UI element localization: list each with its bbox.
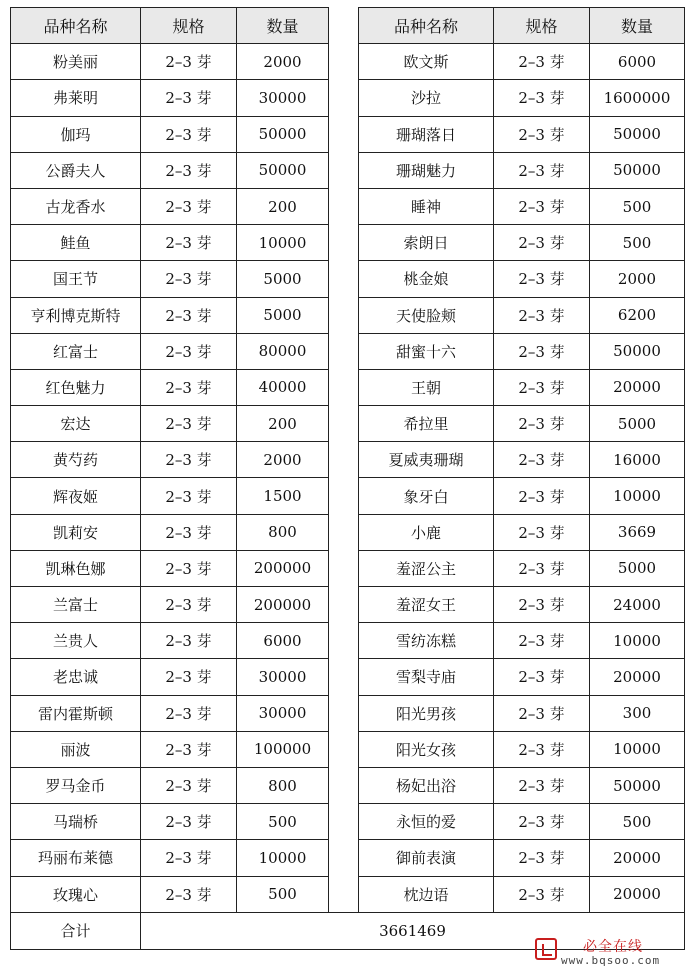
watermark-url: www.bqsoo.com [561, 954, 661, 967]
left-variety-name: 罗马金币 [11, 767, 141, 803]
left-variety-spec: 2–3 芽 [141, 406, 237, 442]
column-gap [329, 478, 359, 514]
left-variety-name: 粉美丽 [11, 44, 141, 80]
right-variety-spec: 2–3 芽 [494, 261, 590, 297]
right-variety-qty: 500 [590, 804, 685, 840]
header-left-qty: 数量 [237, 8, 329, 44]
header-right-name: 品种名称 [359, 8, 494, 44]
left-variety-qty: 5000 [237, 297, 329, 333]
right-variety-qty: 20000 [590, 876, 685, 912]
watermark [535, 936, 685, 970]
left-variety-qty: 200 [237, 188, 329, 224]
right-variety-spec: 2–3 芽 [494, 442, 590, 478]
table-row [11, 767, 685, 803]
left-variety-qty: 30000 [237, 695, 329, 731]
left-variety-name: 弗莱明 [11, 80, 141, 116]
right-variety-spec: 2–3 芽 [494, 550, 590, 586]
right-variety-qty: 20000 [590, 369, 685, 405]
right-variety-spec: 2–3 芽 [494, 695, 590, 731]
right-variety-spec: 2–3 芽 [494, 225, 590, 261]
column-gap [329, 876, 359, 912]
right-variety-name: 天使脸颊 [359, 297, 494, 333]
column-gap [329, 188, 359, 224]
left-variety-qty: 50000 [237, 116, 329, 152]
right-variety-qty: 6000 [590, 44, 685, 80]
right-variety-qty: 500 [590, 225, 685, 261]
left-variety-qty: 30000 [237, 80, 329, 116]
table-row [11, 116, 685, 152]
header-right-qty: 数量 [590, 8, 685, 44]
right-variety-name: 桃金娘 [359, 261, 494, 297]
column-gap [329, 152, 359, 188]
left-variety-name: 国王节 [11, 261, 141, 297]
column-gap [329, 623, 359, 659]
left-variety-qty: 10000 [237, 840, 329, 876]
left-variety-qty: 500 [237, 876, 329, 912]
right-variety-name: 永恒的爱 [359, 804, 494, 840]
right-variety-spec: 2–3 芽 [494, 44, 590, 80]
table-row [11, 587, 685, 623]
right-variety-qty: 1600000 [590, 80, 685, 116]
column-gap [329, 659, 359, 695]
right-variety-spec: 2–3 芽 [494, 514, 590, 550]
right-variety-spec: 2–3 芽 [494, 152, 590, 188]
left-variety-spec: 2–3 芽 [141, 297, 237, 333]
left-variety-qty: 10000 [237, 225, 329, 261]
right-variety-qty: 500 [590, 188, 685, 224]
right-variety-spec: 2–3 芽 [494, 623, 590, 659]
left-variety-spec: 2–3 芽 [141, 80, 237, 116]
left-variety-qty: 30000 [237, 659, 329, 695]
column-gap [329, 297, 359, 333]
left-variety-spec: 2–3 芽 [141, 116, 237, 152]
right-variety-name: 阳光男孩 [359, 695, 494, 731]
table-body [11, 44, 685, 913]
column-gap [329, 804, 359, 840]
left-variety-spec: 2–3 芽 [141, 876, 237, 912]
right-variety-spec: 2–3 芽 [494, 297, 590, 333]
left-variety-name: 凯琳色娜 [11, 550, 141, 586]
left-variety-spec: 2–3 芽 [141, 804, 237, 840]
left-variety-name: 亨利博克斯特 [11, 297, 141, 333]
column-gap [329, 695, 359, 731]
column-gap [329, 333, 359, 369]
column-gap [329, 840, 359, 876]
left-variety-name: 玛丽布莱德 [11, 840, 141, 876]
right-variety-qty: 300 [590, 695, 685, 731]
left-variety-spec: 2–3 芽 [141, 478, 237, 514]
left-variety-name: 公爵夫人 [11, 152, 141, 188]
right-variety-spec: 2–3 芽 [494, 333, 590, 369]
total-label: 合计 [11, 912, 141, 949]
left-variety-spec: 2–3 芽 [141, 623, 237, 659]
left-variety-spec: 2–3 芽 [141, 188, 237, 224]
left-variety-qty: 1500 [237, 478, 329, 514]
right-variety-spec: 2–3 芽 [494, 369, 590, 405]
left-variety-spec: 2–3 芽 [141, 152, 237, 188]
left-variety-name: 红色魅力 [11, 369, 141, 405]
right-variety-spec: 2–3 芽 [494, 659, 590, 695]
table-row [11, 804, 685, 840]
table-row [11, 297, 685, 333]
right-variety-spec: 2–3 芽 [494, 587, 590, 623]
right-variety-qty: 5000 [590, 406, 685, 442]
table-row [11, 261, 685, 297]
left-variety-qty: 40000 [237, 369, 329, 405]
left-variety-qty: 800 [237, 767, 329, 803]
right-variety-qty: 20000 [590, 659, 685, 695]
left-variety-spec: 2–3 芽 [141, 333, 237, 369]
right-variety-name: 睡神 [359, 188, 494, 224]
left-variety-name: 凯莉安 [11, 514, 141, 550]
right-variety-qty: 50000 [590, 767, 685, 803]
right-variety-spec: 2–3 芽 [494, 116, 590, 152]
table-row [11, 406, 685, 442]
left-variety-name: 辉夜姬 [11, 478, 141, 514]
right-variety-qty: 5000 [590, 550, 685, 586]
header-right-spec: 规格 [494, 8, 590, 44]
left-variety-name: 雷内霍斯顿 [11, 695, 141, 731]
left-variety-spec: 2–3 芽 [141, 44, 237, 80]
right-variety-spec: 2–3 芽 [494, 840, 590, 876]
right-variety-name: 沙拉 [359, 80, 494, 116]
table-row [11, 731, 685, 767]
left-variety-spec: 2–3 芽 [141, 369, 237, 405]
table-row [11, 188, 685, 224]
column-gap [329, 8, 359, 44]
table-row [11, 840, 685, 876]
watermark-logo-icon [535, 938, 557, 960]
right-variety-name: 小鹿 [359, 514, 494, 550]
right-variety-name: 甜蜜十六 [359, 333, 494, 369]
column-gap [329, 116, 359, 152]
table-row [11, 44, 685, 80]
right-variety-spec: 2–3 芽 [494, 406, 590, 442]
left-variety-qty: 500 [237, 804, 329, 840]
right-variety-qty: 50000 [590, 333, 685, 369]
column-gap [329, 80, 359, 116]
right-variety-qty: 50000 [590, 152, 685, 188]
right-variety-spec: 2–3 芽 [494, 80, 590, 116]
right-variety-name: 御前表演 [359, 840, 494, 876]
right-variety-spec: 2–3 芽 [494, 188, 590, 224]
right-variety-name: 希拉里 [359, 406, 494, 442]
column-gap [329, 406, 359, 442]
right-variety-spec: 2–3 芽 [494, 804, 590, 840]
left-variety-name: 老忠诚 [11, 659, 141, 695]
right-variety-qty: 24000 [590, 587, 685, 623]
right-variety-name: 夏威夷珊瑚 [359, 442, 494, 478]
table-row [11, 695, 685, 731]
left-variety-name: 丽波 [11, 731, 141, 767]
right-variety-qty: 3669 [590, 514, 685, 550]
right-variety-name: 雪纺冻糕 [359, 623, 494, 659]
table-row [11, 442, 685, 478]
right-variety-qty: 10000 [590, 478, 685, 514]
right-variety-qty: 6200 [590, 297, 685, 333]
right-variety-name: 枕边语 [359, 876, 494, 912]
left-variety-spec: 2–3 芽 [141, 550, 237, 586]
table-row [11, 152, 685, 188]
column-gap [329, 767, 359, 803]
table-row [11, 225, 685, 261]
left-variety-spec: 2–3 芽 [141, 587, 237, 623]
table-header-row [11, 8, 685, 44]
right-variety-name: 珊瑚魅力 [359, 152, 494, 188]
table-row [11, 80, 685, 116]
table-row [11, 659, 685, 695]
right-variety-qty: 2000 [590, 261, 685, 297]
left-variety-qty: 50000 [237, 152, 329, 188]
left-variety-name: 兰贵人 [11, 623, 141, 659]
right-variety-name: 索朗日 [359, 225, 494, 261]
right-variety-qty: 10000 [590, 731, 685, 767]
left-variety-qty: 6000 [237, 623, 329, 659]
right-variety-name: 象牙白 [359, 478, 494, 514]
column-gap [329, 225, 359, 261]
left-variety-qty: 200000 [237, 550, 329, 586]
right-variety-qty: 20000 [590, 840, 685, 876]
left-variety-spec: 2–3 芽 [141, 731, 237, 767]
right-variety-name: 欧文斯 [359, 44, 494, 80]
left-variety-qty: 5000 [237, 261, 329, 297]
left-variety-name: 兰富士 [11, 587, 141, 623]
left-variety-name: 马瑞桥 [11, 804, 141, 840]
right-variety-qty: 16000 [590, 442, 685, 478]
variety-table [10, 7, 685, 950]
left-variety-qty: 2000 [237, 442, 329, 478]
right-variety-spec: 2–3 芽 [494, 478, 590, 514]
right-variety-name: 羞涩女王 [359, 587, 494, 623]
left-variety-spec: 2–3 芽 [141, 225, 237, 261]
left-variety-spec: 2–3 芽 [141, 261, 237, 297]
total-value: 3661469 [141, 912, 685, 949]
right-variety-name: 杨妃出浴 [359, 767, 494, 803]
left-variety-name: 伽玛 [11, 116, 141, 152]
left-variety-name: 红富士 [11, 333, 141, 369]
right-variety-spec: 2–3 芽 [494, 876, 590, 912]
left-variety-qty: 200000 [237, 587, 329, 623]
table-row [11, 478, 685, 514]
right-variety-spec: 2–3 芽 [494, 767, 590, 803]
left-variety-qty: 800 [237, 514, 329, 550]
column-gap [329, 550, 359, 586]
right-variety-name: 珊瑚落日 [359, 116, 494, 152]
table-row [11, 333, 685, 369]
column-gap [329, 44, 359, 80]
table-row [11, 550, 685, 586]
left-variety-qty: 200 [237, 406, 329, 442]
column-gap [329, 261, 359, 297]
left-variety-spec: 2–3 芽 [141, 514, 237, 550]
header-left-name: 品种名称 [11, 8, 141, 44]
right-variety-name: 王朝 [359, 369, 494, 405]
right-variety-name: 羞涩公主 [359, 550, 494, 586]
column-gap [329, 514, 359, 550]
left-variety-name: 玫瑰心 [11, 876, 141, 912]
left-variety-qty: 2000 [237, 44, 329, 80]
right-variety-spec: 2–3 芽 [494, 731, 590, 767]
table-row [11, 369, 685, 405]
column-gap [329, 587, 359, 623]
left-variety-name: 古龙香水 [11, 188, 141, 224]
left-variety-name: 黄芍药 [11, 442, 141, 478]
right-variety-qty: 50000 [590, 116, 685, 152]
header-left-spec: 规格 [141, 8, 237, 44]
column-gap [329, 369, 359, 405]
left-variety-name: 宏达 [11, 406, 141, 442]
left-variety-qty: 100000 [237, 731, 329, 767]
left-variety-name: 鲑鱼 [11, 225, 141, 261]
right-variety-name: 雪梨寺庙 [359, 659, 494, 695]
left-variety-spec: 2–3 芽 [141, 442, 237, 478]
right-variety-qty: 10000 [590, 623, 685, 659]
column-gap [329, 442, 359, 478]
column-gap [329, 731, 359, 767]
left-variety-spec: 2–3 芽 [141, 695, 237, 731]
table-row [11, 514, 685, 550]
left-variety-spec: 2–3 芽 [141, 767, 237, 803]
left-variety-spec: 2–3 芽 [141, 659, 237, 695]
table-row [11, 623, 685, 659]
right-variety-name: 阳光女孩 [359, 731, 494, 767]
left-variety-spec: 2–3 芽 [141, 840, 237, 876]
table-row [11, 876, 685, 912]
left-variety-qty: 80000 [237, 333, 329, 369]
watermark-title: 必全在线 [583, 939, 643, 955]
